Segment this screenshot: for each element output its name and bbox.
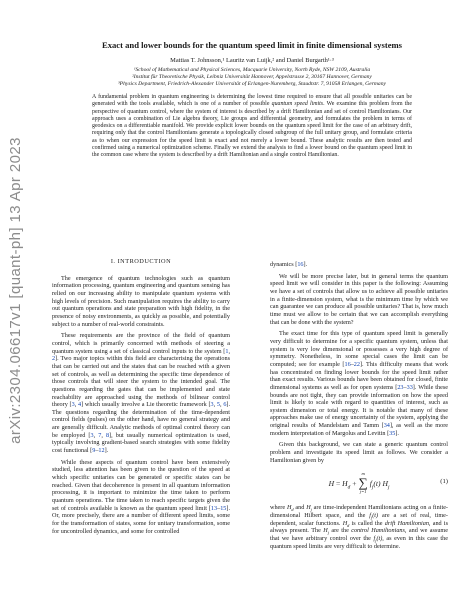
abstract: A fundamental problem in quantum engineering is determining the lowest time required to ensure that all possible unitaries can be generated with the tools available, which is one of a number of possible quantum speed limits. We examine this problem from the perspective of quantum control, where the system of interest is described by a drift Hamiltonian and set of control Hamiltonians. Our approach uses a combination of Lie algebra theory, Lie groups and differential geometry, and formulates the problem in terms of geodesics on a differentiable manifold. We provide explicit lower bounds on the quantum speed limit for the case of an arbitrary drift, requiring only that the control Hamiltonians generate a topologically closed subgroup of the full unitary group, and formulate criteria as to when our expression for the speed limit is exact and not merely a lower bound. These analytic results are then tested and confirmed using a numerical optimization scheme. Finally we extend the analysis to find a lower bound on the quantum speed limit in the common case where the system is described by a drift Hamiltonian and a single control Hamiltonian. [92,94,412,158]
arxiv-identifier-text: arXiv:2304.06617v1 [quant-ph] 13 Apr 2023 [6,136,24,444]
intro-paragraph-6: Given this background, we can state a generic quantum control problem and investigate its speed limit as follows. We consider a Hamiltonian given by [270,441,448,464]
author-list: Mattias T. Johnsson,¹ Lauritz van Luijk,² and Daniel Burgarth¹·³ [170,57,334,64]
citation-link[interactable]: 2 [52,355,56,363]
citation-link[interactable]: 3 [90,431,94,439]
citation-link[interactable]: 8 [105,431,110,439]
right-column [270,261,448,554]
citation-link[interactable]: 7 [98,431,102,439]
intro-paragraph-4: We will be more precise later, but in general terms the quantum speed limit we will consider in this paper is the following: Assuming we have a set of controls that allow us to achieve all possible unitaries in a finite-dimension system, what is the minimum time by which we can guarantee we can produce all possible unitaries? That is, how much time must we allow to be certain that we can accomplish everything that can be done with the system? [270,272,448,326]
citation-link[interactable]: 23 [397,383,404,391]
intro-paragraph-5: The exact time for this type of quantum speed limit is generally very difficult to determine for a specific quantum system, unless that system is very low dimensional or possesses a very high degree of symmetry. Nonetheless, in some special cases the limit can be computed; see for example [16–22]. This difficulty means that work has concentrated on finding lower bounds for the speed limit rather than exact results. Various bounds have been obtained for closed, finite dimensional systems as well as for open systems [23–33]. While these bounds are not tight, they can provide information on how the speed limit is likely to scale with regard to quantities of interest, such as system dimension or total energy. It is notable that many of these approaches make use of energy uncertainty of the system, applying the original results of Mandelstam and Tamm [34], as well as the more modern interpretation of Margolus and Levitin [35]. [270,330,449,437]
citation-link[interactable]: 33 [406,383,413,391]
citation-link[interactable]: 1 [225,347,229,355]
citation-link[interactable]: 12 [98,447,105,455]
citation-link[interactable]: 13 [210,504,218,512]
intro-paragraph-7: where $H_d$ and $H_j$ are time-independent Hamiltonians acting on a finite-dimensional Hilbert space, and the $f_j(t)$ are a set of real, time-dependent, scalar functions. $H_d$ is called the drift Hamiltonian, and is always present. The $H_j$ are the control Hamiltonians, and we assume that we have arbitrary control over the $f_j(t)$, as even in this case the quantum speed limits are very difficult to determine. [270,504,448,550]
citation-link[interactable]: 9 [92,447,96,455]
equation-hamiltonian: $H = H_d$ + m ∑ j=1 $f_j(t)$ $H_j$ (1) [328,471,448,495]
affiliation-1: ¹School of Mathematical and Physical Sciences, Macquarie University, North Ryde, NSW 2109, Australia [133,67,371,73]
citation-link[interactable]: 4 [78,401,82,409]
citation-link[interactable]: 35 [389,429,396,437]
affiliation-3: ³Physics Department, Friedrich-Alexander Universität of Erlangen-Nuremberg, Staudtstr. 7, 91058 Erlangen, Germany [117,81,386,88]
summation-symbol: m ∑ j=1 [358,471,368,495]
citation-link[interactable]: 15 [220,504,227,512]
citation-link[interactable]: 3 [71,401,75,409]
intro-paragraph-3-continued: dynamics [16]. [270,261,308,268]
paper-title: Exact and lower bounds for the quantum speed limit in finite dimensional systems [101,40,403,50]
citation-link[interactable]: 3 [210,401,214,409]
left-column [52,258,230,539]
section-heading-introduction: I. INTRODUCTION [110,258,172,265]
citation-link[interactable]: 16 [344,360,351,368]
citation-link[interactable]: 5 [216,401,221,409]
citation-link[interactable]: 16 [297,261,304,268]
intro-paragraph-3: While these aspects of quantum control have been extensively studied, less attention has been given to the question of the speed at which specific unitaries can be generated or specific states can be reached. Given that decoherence is present in all quantum information processing, it is important to minimize the time taken to perform quantum operations. The time taken to reach specific targets given the set of controls available is known as the quantum speed limit [13–15]. Or, more precisely, there are a number of different speed limits, some for the transformation of states, some for unitary transformation, some for uncontrolled dynamics, and some for controlled [52,458,230,535]
equation-number: (1) [440,478,448,486]
intro-paragraph-1: The emergence of quantum technologies such as quantum information processing, quantum engineering and quantum sensing has relied on our increasing ability to manipulate quantum systems with high levels of precision. Such manipulation requires the ability to carry out quantum operations and state preparation with high fidelity, in the presence of noisy environments, as quickly as possible, and potentially subject to a number of real-world constraints. [52,274,230,328]
citation-link[interactable]: 22 [353,360,360,368]
arxiv-identifier [6,70,24,510]
citation-link[interactable]: 34 [383,422,390,430]
affiliation-2: ²Institut für Theoretische Physik, Leibniz Universität Hannover, Appelstrasse 2, 30167 Hannover, Germany [132,74,372,81]
citation-link[interactable]: 6 [223,401,227,409]
intro-paragraph-2: These requirements are the province of the field of quantum control, which is primarily concerned with methods of steering a quantum system using a set of classical control inputs to the system [1, 2]. Two major topics within this field are characterising the operations that can be carried out and the states that can be reached with a given set of controls, as well as determining the specific time dependence of those controls that will steer the system to the intended goal. The questions regarding the gates that can be implemented and state reachability are approached using the methods of bilinear control theory [3, 4] which usually involve a Lie theoretic framework [3, 5, 6]. The questions regarding the determination of the time-dependent control fields (pulses) on the other hand, have no general strategy and are generally difficult. Analytic methods of optimal control theory can be employed [3, 7, 8], but usually numerical optimization is used, typically involving gradient-based search strategies with some fidelity cost functional [9–12]. [52,332,231,455]
affiliations [40,67,464,88]
